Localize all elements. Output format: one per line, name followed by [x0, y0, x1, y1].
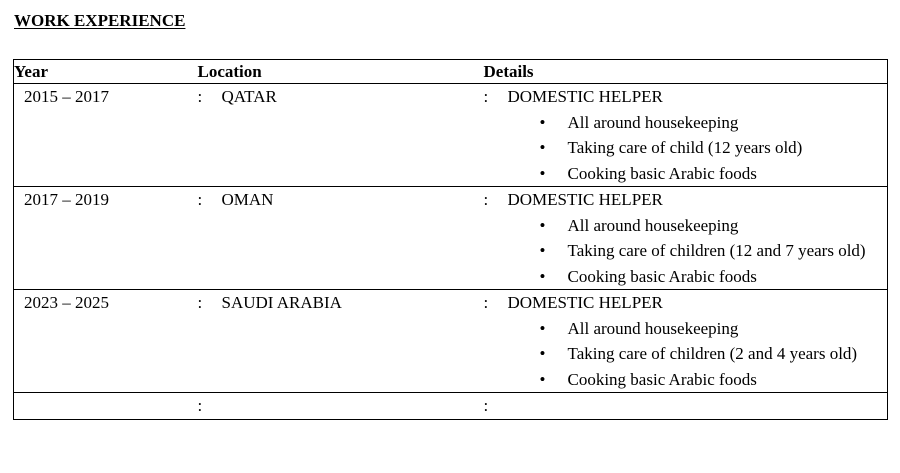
location-value: QATAR — [221, 87, 277, 106]
separator: : — [483, 293, 489, 312]
duty-item: • All around housekeeping — [540, 110, 888, 136]
header-details: Details — [484, 60, 888, 84]
details-cell — [484, 84, 888, 187]
job-title: DOMESTIC HELPER — [507, 190, 663, 209]
table-row — [14, 290, 888, 393]
empty-table-row — [14, 393, 888, 420]
separator: : — [197, 396, 203, 415]
header-year: Year — [14, 60, 198, 84]
duty-item: • Taking care of children (2 and 4 years old) — [540, 341, 888, 367]
location-value: SAUDI ARABIA — [221, 293, 342, 312]
separator: : — [197, 190, 203, 209]
details-cell — [484, 290, 888, 393]
duties-list — [484, 110, 888, 187]
duties-list — [484, 213, 888, 290]
section-title: WORK EXPERIENCE — [14, 11, 186, 30]
year-cell: 2015 – 2017 — [14, 84, 198, 187]
duty-item: • Cooking basic Arabic foods — [540, 161, 888, 187]
details-cell — [484, 393, 888, 420]
job-title: DOMESTIC HELPER — [507, 87, 663, 106]
table-header-row — [14, 60, 888, 84]
work-experience-table — [13, 59, 888, 420]
separator: : — [483, 396, 489, 415]
location-cell — [198, 290, 484, 393]
duty-item: • Taking care of children (12 and 7 years old) — [540, 238, 888, 264]
duty-item: • All around housekeeping — [540, 316, 888, 342]
location-cell — [198, 393, 484, 420]
table-row — [14, 187, 888, 290]
table-row — [14, 84, 888, 187]
location-value: OMAN — [221, 190, 274, 209]
duty-item: • Taking care of child (12 years old) — [540, 135, 888, 161]
duty-item: • Cooking basic Arabic foods — [540, 367, 888, 393]
duty-item: • All around housekeeping — [540, 213, 888, 239]
duties-list — [484, 316, 888, 393]
year-cell: 2017 – 2019 — [14, 187, 198, 290]
location-cell — [198, 187, 484, 290]
year-cell — [14, 393, 198, 420]
separator: : — [197, 293, 203, 312]
year-cell: 2023 – 2025 — [14, 290, 198, 393]
separator: : — [483, 190, 489, 209]
duty-item: • Cooking basic Arabic foods — [540, 264, 888, 290]
job-title: DOMESTIC HELPER — [507, 293, 663, 312]
header-location: Location — [198, 60, 484, 84]
separator: : — [483, 87, 489, 106]
details-cell — [484, 187, 888, 290]
location-cell — [198, 84, 484, 187]
separator: : — [197, 87, 203, 106]
